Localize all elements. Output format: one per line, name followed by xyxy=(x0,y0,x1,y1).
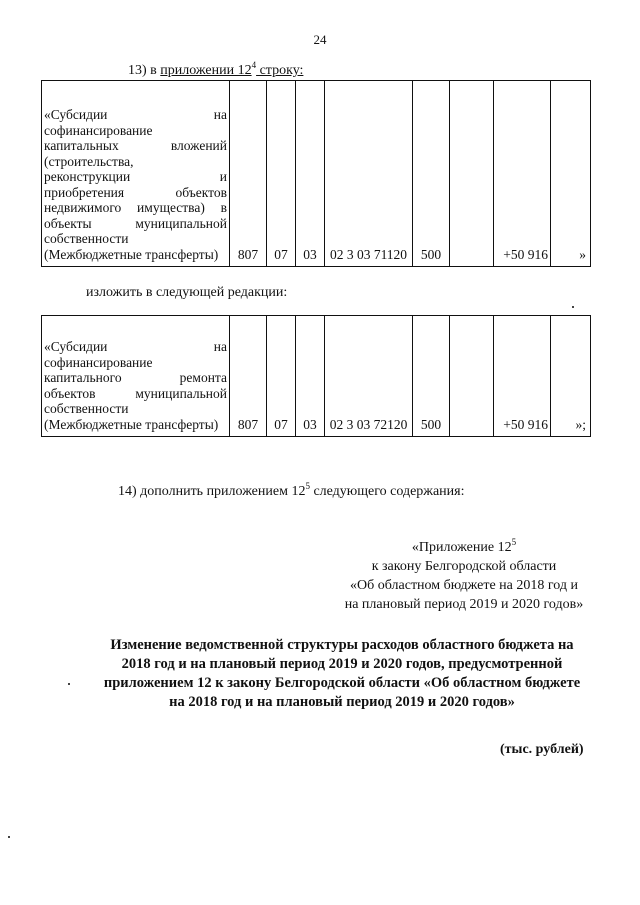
description-line xyxy=(44,386,227,402)
appendix-line-4: на плановый период 2019 и 2020 годов» xyxy=(344,597,584,612)
section-heading xyxy=(72,636,612,712)
description-line xyxy=(44,401,227,417)
description-line xyxy=(44,216,227,232)
scan-speck xyxy=(572,306,574,308)
heading-line-3: приложением 12 к закону Белгородской области «Об областном бюджете xyxy=(103,675,581,691)
heading-line-4: на 2018 год и на плановый период 2019 и 2020 годов» xyxy=(169,694,515,710)
table-new-row xyxy=(41,315,591,437)
description-line xyxy=(44,154,227,170)
description-word: на xyxy=(213,339,227,354)
scan-speck xyxy=(68,683,70,685)
description-word: приобретения xyxy=(44,184,125,200)
amount: +50 916 xyxy=(494,316,551,437)
empty-cell xyxy=(450,316,494,437)
pr-code: 03 xyxy=(296,316,325,437)
pr-code: 03 xyxy=(296,81,325,267)
item-14-text: 14) дополнить приложением $12^5$ следующего содержания: xyxy=(118,481,465,499)
description-word: (строительства, xyxy=(44,153,134,169)
description-word: муниципальной xyxy=(135,385,227,401)
closing-quote: » xyxy=(551,81,591,267)
ved-code: 807 xyxy=(230,81,267,267)
description-line xyxy=(44,169,227,185)
description-word: капитального xyxy=(44,370,122,385)
table-old-row xyxy=(41,80,591,267)
description-word: реконструкции xyxy=(44,169,131,184)
empty-cell xyxy=(450,81,494,267)
appendix-line-1: «Приложение $12^5$ xyxy=(411,537,517,555)
csr-code: 02 3 03 72120 xyxy=(325,316,413,437)
replace-instruction: изложить в следующей редакции: xyxy=(86,285,288,300)
scan-speck xyxy=(8,836,10,838)
appendix-line-2: к закону Белгородской области xyxy=(371,559,557,574)
vr-code: 500 xyxy=(413,81,450,267)
description-word: вложений xyxy=(170,138,227,153)
description-word: (Межбюджетные трансферты) xyxy=(44,246,219,262)
csr-code: 02 3 03 71120 xyxy=(325,81,413,267)
appendix-line-3: «Об областном бюджете на 2018 год и xyxy=(350,578,578,593)
description-word: софинансирование xyxy=(44,354,153,370)
description-word: (Межбюджетные трансферты) xyxy=(44,416,219,432)
row-description xyxy=(42,316,230,437)
description-word: на xyxy=(213,107,227,122)
description-word: имущества) xyxy=(137,200,205,215)
description-line xyxy=(44,138,227,154)
description-word: в xyxy=(220,200,227,215)
description-word: объектов xyxy=(175,184,227,200)
heading-line-2: 2018 год и на плановый период 2019 и 2020 годов, предусмотренной xyxy=(121,656,563,672)
description-line xyxy=(44,231,227,247)
description-line xyxy=(44,339,227,355)
units-label: (тыс. рублей) xyxy=(500,742,584,757)
rz-code: 07 xyxy=(267,81,296,267)
page-number: 24 xyxy=(313,32,327,47)
description-word: капитальных xyxy=(44,138,119,153)
description-word: «Субсидии xyxy=(44,107,108,122)
description-word: объекты xyxy=(44,215,92,231)
description-word: недвижимого xyxy=(44,200,122,215)
description-word: объектов xyxy=(44,385,96,401)
ved-code: 807 xyxy=(230,316,267,437)
rz-code: 07 xyxy=(267,316,296,437)
description-line xyxy=(44,370,227,386)
amount: +50 916 xyxy=(494,81,551,267)
description-word: и xyxy=(219,169,227,184)
description-line xyxy=(44,355,227,371)
vr-code: 500 xyxy=(413,316,450,437)
description-word: собственности xyxy=(44,401,129,416)
description-line xyxy=(44,417,227,433)
description-line xyxy=(44,123,227,139)
appendix-caption xyxy=(330,538,598,614)
heading-line-1: Изменение ведомственной структуры расходов областного бюджета на xyxy=(110,637,574,653)
description-line xyxy=(44,185,227,201)
description-word: «Субсидии xyxy=(44,339,108,354)
description-line xyxy=(44,107,227,123)
description-word: собственности xyxy=(44,231,129,246)
item-13-text: 13) в приложении $12^4$ строку: xyxy=(128,60,304,78)
closing-quote: »; xyxy=(551,316,591,437)
description-line xyxy=(44,200,227,216)
description-word: софинансирование xyxy=(44,122,153,138)
description-word: ремонта xyxy=(179,370,227,385)
row-description xyxy=(42,81,230,267)
description-word: муниципальной xyxy=(135,215,227,231)
description-line xyxy=(44,247,227,263)
